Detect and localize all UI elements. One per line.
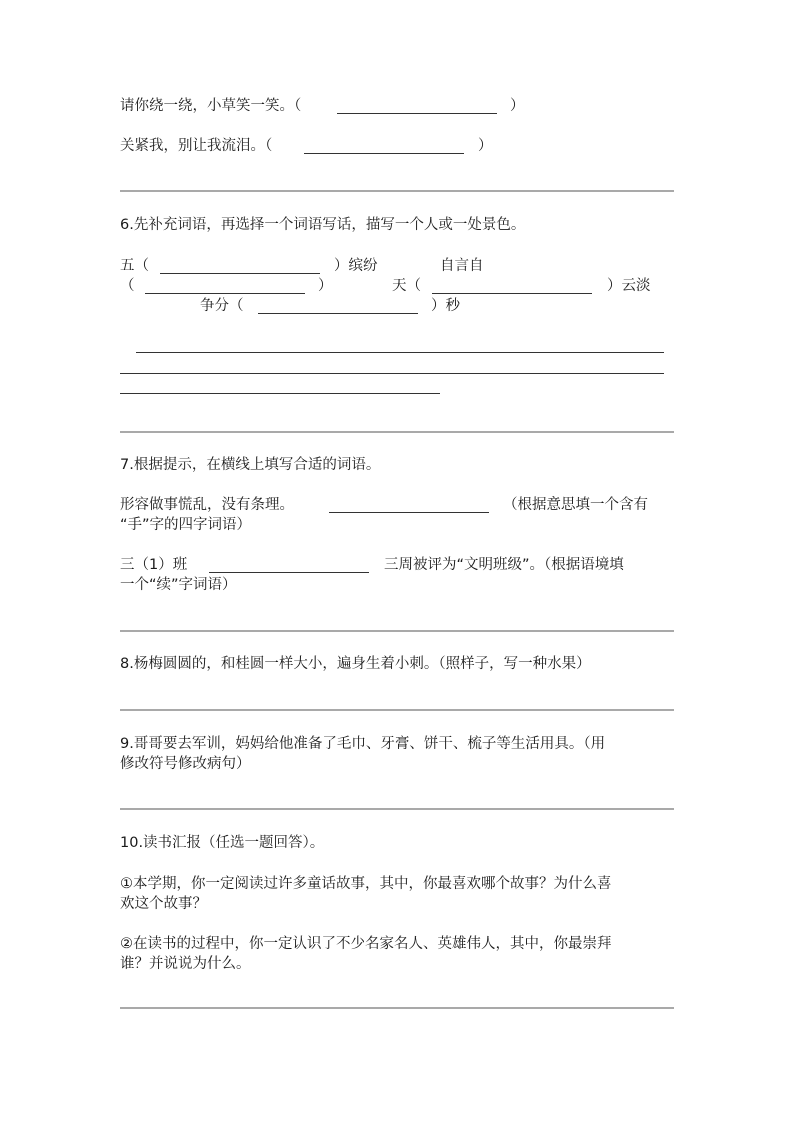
q6-blank-2[interactable] (145, 293, 305, 294)
q6-writing-line-2[interactable] (120, 373, 664, 374)
q10-title: 10.读书汇报（任选一题回答）。 (120, 835, 325, 851)
divider (120, 808, 674, 810)
q6-word3-pre: （ (120, 278, 135, 294)
q6-word5-post: ）秒 (431, 298, 460, 314)
q7-item2-hint: 三周被评为“文明班级”。（根据语境填 (384, 557, 624, 573)
q6-blank-3[interactable] (432, 293, 592, 294)
q5-line2-text: 关紧我，别让我流泪。（ (120, 138, 273, 154)
q9-text-line-2: 修改符号修改病句） (120, 756, 251, 772)
q5-line1-close: ） (510, 98, 525, 114)
q10-option2-line-2: 谁？并说说为什么。 (120, 956, 251, 972)
q7-item2-hint-cont: 一个“续”字词语） (120, 577, 237, 593)
q6-word1-post: ）缤纷 (334, 258, 378, 274)
q6-word1-pre: 五（ (120, 258, 149, 274)
q7-item1-text: 形容做事慌乱，没有条理。 (120, 497, 294, 513)
q9-text-line-1: 9.哥哥要去军训，妈妈给他准备了毛巾、牙膏、饼干、梳子等生活用具。（用 (120, 736, 606, 752)
q5-line2-close: ） (478, 138, 493, 154)
q7-item1-hint-cont: “手”字的四字词语） (120, 517, 252, 533)
q6-word5-pre: 争分（ (200, 298, 244, 314)
q6-title: 6.先补充词语，再选择一个词语写话，描写一个人或一处景色。 (120, 217, 526, 233)
q6-blank-1[interactable] (160, 273, 320, 274)
q6-word2: 自言自 (440, 258, 484, 274)
q7-item1-hint: （根据意思填一个含有 (503, 497, 648, 513)
divider (120, 709, 674, 711)
q5-blank-2[interactable] (304, 153, 464, 154)
q6-blank-4[interactable] (258, 313, 418, 314)
q10-option2-line-1: ②在读书的过程中，你一定认识了不少名家名人、英雄伟人，其中，你最崇拜 (120, 936, 612, 952)
q6-writing-line-3[interactable] (120, 393, 440, 394)
q7-title: 7.根据提示，在横线上填写合适的词语。 (120, 457, 381, 473)
q10-option1-line-1: ①本学期，你一定阅读过许多童话故事，其中，你最喜欢哪个故事？为什么喜 (120, 876, 612, 892)
divider (120, 1007, 674, 1009)
q5-blank-1[interactable] (337, 113, 497, 114)
q10-option1-line-2: 欢这个故事？ (120, 896, 207, 912)
q8-title: 8.杨梅圆圆的，和桂圆一样大小，遍身生着小刺。（照样子，写一种水果） (120, 656, 591, 672)
divider (120, 190, 674, 192)
q6-word3-post: ） (318, 278, 333, 294)
q6-word4-pre: 天（ (392, 278, 421, 294)
q7-blank-2[interactable] (209, 572, 369, 573)
q5-line1-text: 请你绕一绕，小草笑一笑。（ (120, 98, 302, 114)
divider (120, 431, 674, 433)
q7-item2-text: 三（1）班 (120, 557, 188, 573)
q6-writing-line-1[interactable] (136, 352, 664, 353)
q7-blank-1[interactable] (329, 512, 489, 513)
q6-word4-post: ）云淡 (607, 278, 651, 294)
divider (120, 630, 674, 632)
